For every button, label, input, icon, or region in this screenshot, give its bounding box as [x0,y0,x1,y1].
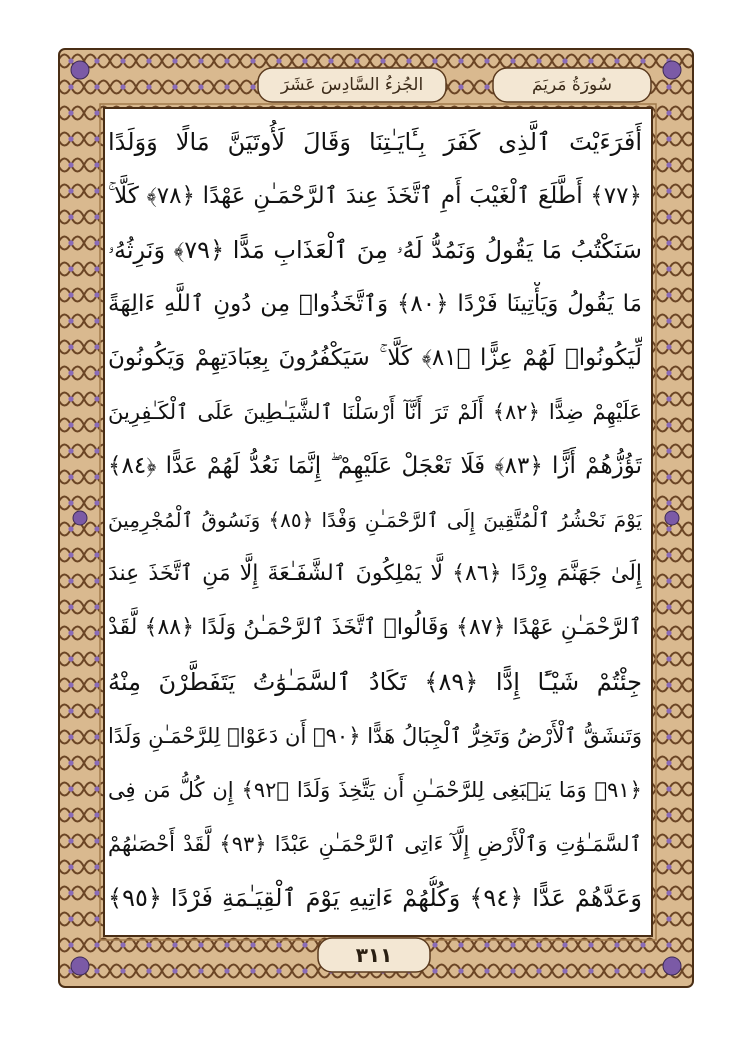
text-line-10: ٱلرَّحْمَـٰنِ عَهْدًا ﴿٨٧﴾ وَقَالُوا۟ ٱتَّخَذَ ٱلرَّحْمَـٰنُ وَلَدًا ﴿٨٨﴾ لَّقَدْ [108,615,642,640]
text-line-5: لِّيَكُونُوا۟ لَهُمْ عِزًّا ﴿٨١﴾ كَلَّا ۚ سَيَكْفُرُونَ بِعِبَادَتِهِمْ وَيَكُونُونَ [108,345,642,371]
juz-title [258,68,446,102]
text-line-3: سَنَكْتُبُ مَا يَقُولُ وَنَمُدُّ لَهُۥ مِنَ ٱلْعَذَابِ مَدًّا ﴿٧٩﴾ وَنَرِثُهُۥ [108,236,642,264]
text-line-14: ٱلسَّمَـٰوَٰتِ وَٱلْأَرْضِ إِلَّآ ءَاتِى ٱلرَّحْمَـٰنِ عَبْدًا ﴿٩٣﴾ لَّقَدْ أَحْصَىٰهُمْ [108,832,642,856]
text-line-2: ﴿٧٧﴾ أَطَّلَعَ ٱلْغَيْبَ أَمِ ٱتَّخَذَ عِندَ ٱلرَّحْمَـٰنِ عَهْدًا ﴿٧٨﴾ كَلَّا ۚ [108,183,642,209]
text-line-6: عَلَيْهِمْ ضِدًّا ﴿٨٢﴾ أَلَمْ تَرَ أَنَّآ أَرْسَلْنَا ٱلشَّيَـٰطِينَ عَلَى ٱلْكَـٰفِرِينَ [108,400,642,424]
juz-title-text: الجُزءُ السَّادِسَ عَشَرَ [280,75,424,95]
text-line-4: مَا يَقُولُ وَيَأْتِينَا فَرْدًا ﴿٨٠﴾ وَٱتَّخَذُوا۟ مِن دُونِ ٱللَّهِ ءَالِهَةً [108,291,642,317]
text-line-7: تَؤُزُّهُمْ أَزًّا ﴿٨٣﴾ فَلَا تَعْجَلْ عَلَيْهِمْ ۖ إِنَّمَا نَعُدُّ لَهُمْ عَدًّا ﴿٨٤﴾ [108,453,642,479]
text-line-12: وَتَنشَقُّ ٱلْأَرْضُ وَتَخِرُّ ٱلْجِبَالُ هَدًّا ﴿٩٠﴾ أَن دَعَوْا۟ لِلرَّحْمَـٰنِ وَلَدًا [108,724,642,748]
text-line-8: يَوْمَ نَحْشُرُ ٱلْمُتَّقِينَ إِلَى ٱلرَّحْمَـٰنِ وَفْدًا ﴿٨٥﴾ وَنَسُوقُ ٱلْمُجْرِمِينَ [108,508,642,532]
text-line-13: ﴿٩١﴾ وَمَا يَنۢبَغِى لِلرَّحْمَـٰنِ أَن يَتَّخِذَ وَلَدًا ﴿٩٢﴾ إِن كُلُّ مَن فِى [108,778,642,802]
text-line-9: إِلَىٰ جَهَنَّمَ وِرْدًا ﴿٨٦﴾ لَّا يَمْلِكُونَ ٱلشَّفَـٰعَةَ إِلَّا مَنِ ٱتَّخَذَ عِندَ [108,561,642,586]
page-number [318,938,430,972]
text-line-1: أَفَرَءَيْتَ ٱلَّذِى كَفَرَ بِـَٔايَـٰتِنَا وَقَالَ لَأُوتَيَنَّ مَالًا وَوَلَدًا [108,128,642,156]
page-number-text: ٣١١ [355,943,393,967]
surah-title-text: سُورَةُ مَريَمَ [531,75,613,95]
surah-title [493,68,651,102]
text-line-15: وَعَدَّهُمْ عَدًّا ﴿٩٤﴾ وَكُلُّهُمْ ءَاتِيهِ يَوْمَ ٱلْقِيَـٰمَةِ فَرْدًا ﴿٩٥﴾ [108,884,642,912]
text-line-11: جِئْتُمْ شَيْـًٔا إِدًّا ﴿٨٩﴾ تَكَادُ ٱلسَّمَـٰوَٰتُ يَتَفَطَّرْنَ مِنْهُ [108,668,642,696]
quran-text-panel [108,112,642,928]
